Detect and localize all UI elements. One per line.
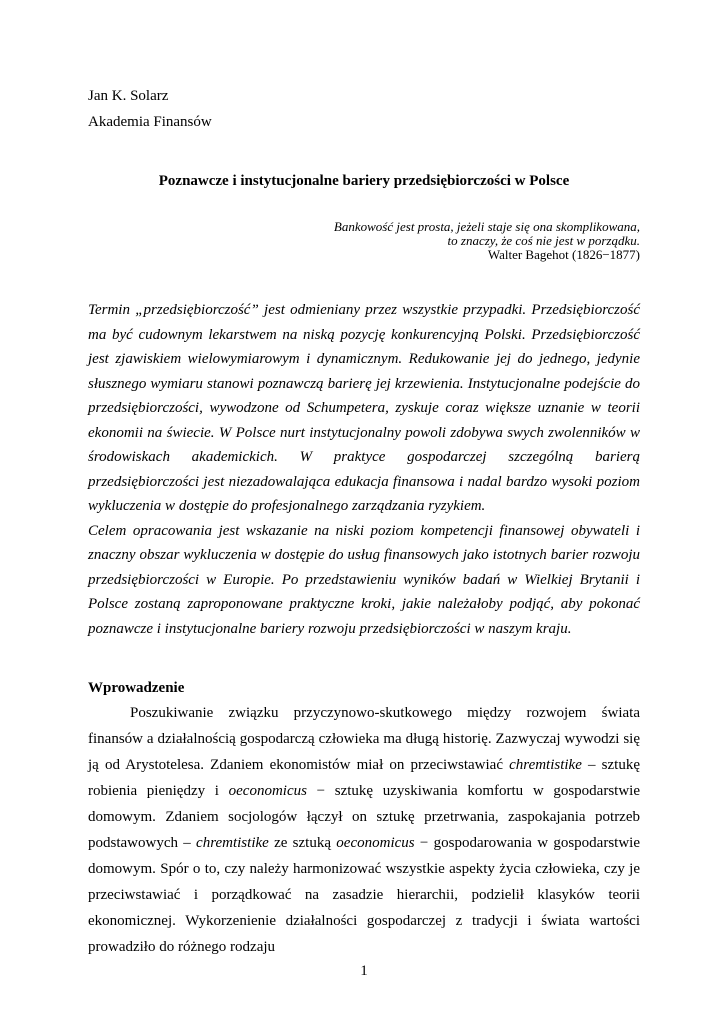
intro-text-e: − gospodarowania w gospodarstwie domowym. Spór o to, czy należy harmonizować wszystkie aspekty życia człowieka, czy je przeciwstawiać i porządkować na zasadzie hierarchii, podzielił klasyków teorii ekonomicznej. Wykorzenienie działalności gospodarczej z tradycji i świata wartości prowadziło do różnego rodzaju (88, 835, 640, 955)
intro-text-a: Poszukiwanie związku przyczynowo-skutkowego między rozwojem świata finansów a działalnością gospodarczą człowieka ma długą historię. Zazwyczaj wywodzi się ją od Arystotelesa. Zdaniem ekonomistów miał on przeciwstawiać (88, 705, 640, 773)
page-number: 1 (360, 963, 368, 979)
term-oeconomicus-2: oeconomicus (336, 835, 415, 851)
introduction-paragraph (88, 700, 640, 960)
term-oeconomicus: oeconomicus (228, 783, 307, 799)
intro-text-b: – sztukę robienia pieniędzy i (88, 757, 640, 799)
intro-text-c: − sztukę uzyskiwania komfortu w gospodarstwie domowym. Zdaniem socjologów łączył on sztukę przetrwania, zaspokajania potrzeb podstawowych – (88, 783, 640, 851)
introduction-body (88, 700, 640, 960)
author-affiliation: Akademia Finansów (88, 114, 212, 130)
section-heading: Wprowadzenie (88, 680, 185, 696)
document-page (88, 0, 640, 1024)
author-name: Jan K. Solarz (88, 88, 169, 104)
epigraph-line-2: to znaczy, że coś nie jest w porządku. (447, 233, 640, 248)
abstract (88, 298, 640, 641)
abstract-paragraph-2: Celem opracowania jest wskazanie na niski poziom kompetencji finansowej obywateli i znaczny obszar wykluczenia w dostępie do usług finansowych jako istotnych barier rozwoju przedsiębiorczości w Europie. Po przedstawieniu wyników badań w Wielkiej Brytanii i Polsce zostaną zaproponowane praktyczne kroki, jakie należałoby podjąć, aby pokonać poznawcze i instytucjonalne bariery rozwoju przedsiębiorczości w naszym kraju. (88, 522, 640, 637)
abstract-paragraph-1: Termin „przedsiębiorczość” jest odmieniany przez wszystkie przypadki. Przedsiębiorczość ma być cudownym lekarstwem na niską pozycję konkurencyjną Polski. Przedsiębiorczość jest zjawiskiem wielowymiarowym i dynamicznym. Redukowanie jej do jednego, jedynie słusznego wymiaru stanowi poznawczą barierę jej krzewienia. Instytucjonalne podejście do przedsiębiorczości, wywodzone od Schumpetera, zyskuje coraz większe uznanie w teorii ekonomii na świecie. W Polsce nurt instytucjonalny powoli zdobywa swych zwolenników w środowiskach akademickich. W praktyce gospodarczej szczególną barierą przedsiębiorczości jest niezadowalająca edukacja finansowa i nadal bardzo wysoki poziom wykluczenia w dostępie do profesjonalnego zarządzania ryzykiem. (88, 302, 640, 514)
intro-text-d: ze sztuką (268, 835, 337, 851)
epigraph (334, 220, 640, 262)
document-title: Poznawcze i instytucjonalne bariery przedsiębiorczości w Polsce (158, 173, 570, 189)
epigraph-line-1: Bankowość jest prosta, jeżeli staje się ona skomplikowana, (333, 219, 640, 234)
term-chremtistike-2: chremtistike (196, 835, 269, 851)
epigraph-attribution: Walter Bagehot (1826−1877) (487, 247, 640, 262)
term-chremtistike: chremtistike (509, 757, 582, 773)
